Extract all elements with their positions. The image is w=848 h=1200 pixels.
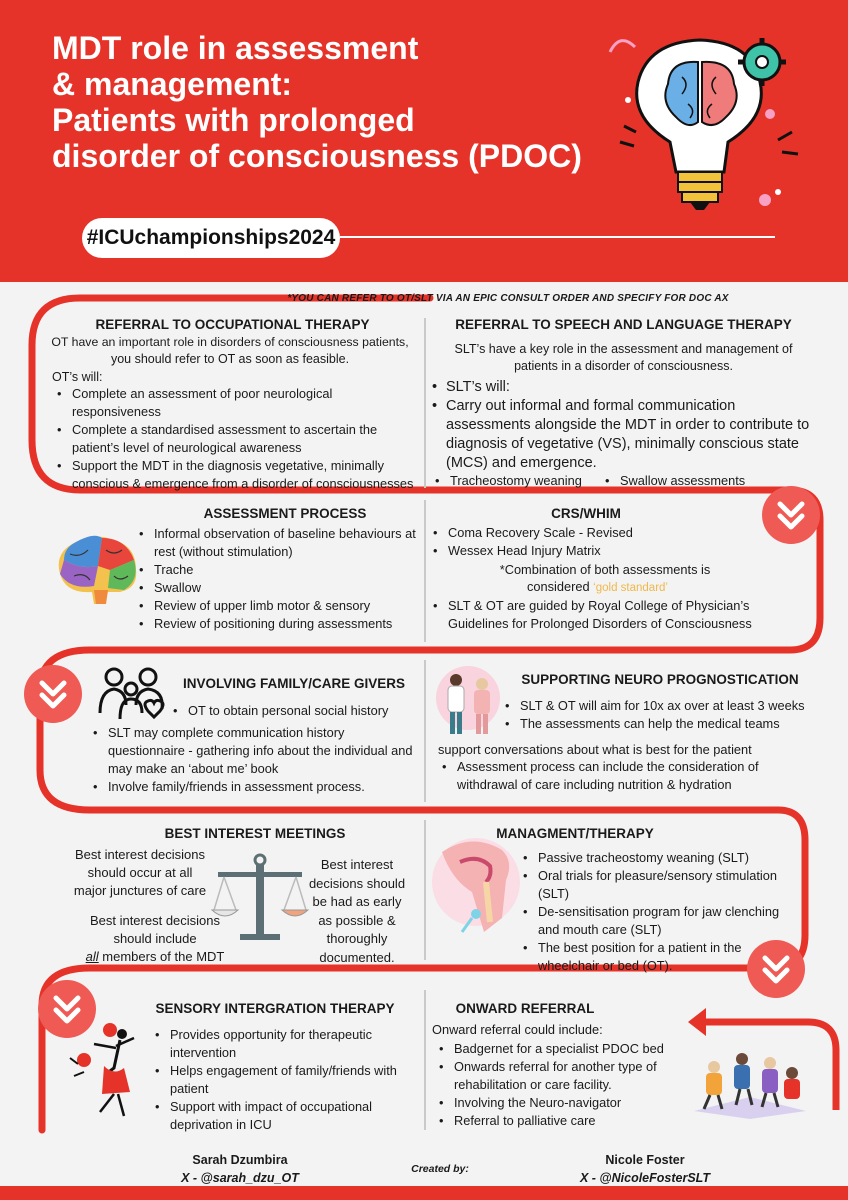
author-left xyxy=(140,1151,340,1187)
crs-considered: considered xyxy=(527,579,590,594)
column-divider xyxy=(424,318,426,488)
title-line: Patients with prolonged xyxy=(52,102,415,138)
list-item: • Review of upper limb motor & sensory xyxy=(134,597,424,615)
list-item: • Onwards referral for another type of rehabilitation or care facility. xyxy=(434,1058,690,1094)
list-item: • The assessments can help the medical teams xyxy=(500,715,830,733)
list-item: • De-sensitisation program for jaw clenching and mouth care (SLT) xyxy=(518,903,780,939)
text-line: should include xyxy=(113,931,197,946)
list-item: • The best position for a patient in the wheelchair or bed (OT). xyxy=(518,939,780,975)
hashtag-badge: #ICUchampionships2024 xyxy=(82,218,340,258)
list-item: • Provides opportunity for therapeutic intervention xyxy=(150,1026,420,1062)
text-line: thoroughly xyxy=(326,931,388,946)
family-icon xyxy=(96,665,168,723)
family-list xyxy=(88,724,418,796)
list-item: • Passive tracheostomy weaning (SLT) xyxy=(518,849,780,867)
text-line: Best interest decisions xyxy=(74,847,206,862)
title-line: disorder of consciousness (PDOC) xyxy=(52,138,582,174)
list-item: • Swallow xyxy=(134,579,424,597)
onward-intro: Onward referral could include: xyxy=(432,1022,603,1037)
family-list xyxy=(168,702,418,720)
slt-referral-intro: patients in a disorder of consciousness. xyxy=(514,359,733,373)
members-text: members of the MDT xyxy=(98,949,225,964)
ot-referral-intro: OT have an important role in disorders of consciousness patients, xyxy=(51,335,409,349)
list-item: • Complete an assessment of poor neurological responsiveness xyxy=(52,385,417,421)
footer-bar xyxy=(0,1186,848,1200)
text-line: major junctures of care xyxy=(73,883,207,898)
list-item: • Trache xyxy=(134,561,424,579)
prognostication-heading: SUPPORTING NEURO PROGNOSTICATION xyxy=(521,672,799,687)
chevron-down-icon xyxy=(24,665,82,723)
list-item: • Swallow assessments xyxy=(600,472,780,490)
page-title xyxy=(52,30,642,174)
family-heading: INVOLVING FAMILY/CARE GIVERS xyxy=(182,676,406,691)
gold-standard: ‘gold standard’ xyxy=(593,582,668,594)
list-item: • Review of positioning during assessments xyxy=(134,615,424,633)
list-item: • Referral to palliative care xyxy=(434,1112,690,1130)
assessment-list xyxy=(134,525,424,633)
brain-icon xyxy=(50,530,142,610)
list-item: • SLT may complete communication history questionnaire - gathering info about the individual and may make an ‘about me’ book xyxy=(88,724,418,778)
ot-referral-list xyxy=(52,385,417,493)
slt-referral-list xyxy=(430,472,610,490)
list-item: • SLT & OT are guided by Royal College of Physician’s Guidelines for Prolonged Disorders of Consciousness xyxy=(428,597,798,633)
best-interest-right xyxy=(302,856,412,967)
lightbulb-brain-icon xyxy=(600,22,820,222)
onward-heading: ONWARD REFERRAL xyxy=(455,1001,595,1016)
slt-referral-list xyxy=(430,378,818,473)
author-name: Sarah Dzumbira xyxy=(192,1153,288,1167)
text-line: be had as early xyxy=(312,894,402,909)
ot-referral-intro: you should refer to OT as soon as feasible. xyxy=(110,352,350,366)
text-line: decisions should xyxy=(308,875,406,891)
list-item: • SLT’s will: xyxy=(430,378,818,397)
author-name: Nicole Foster xyxy=(605,1153,685,1167)
ot-referral-heading: REFERRAL TO OCCUPATIONAL THERAPY xyxy=(95,317,370,332)
list-item: • SLT & OT will aim for 10x ax over at least 3 weeks xyxy=(500,697,830,715)
group-meeting-illustration xyxy=(690,1045,810,1120)
management-heading: MANAGMENT/THERAPY xyxy=(496,826,654,841)
title-line: & management: xyxy=(52,66,293,102)
text-line xyxy=(60,948,250,966)
text-line: documented. xyxy=(319,949,395,965)
text-line: should occur at all xyxy=(87,865,193,880)
chevron-down-icon xyxy=(762,486,820,544)
assessment-heading: ASSESSMENT PROCESS xyxy=(203,506,367,521)
list-item: • Involving the Neuro-navigator xyxy=(434,1094,690,1112)
prognostication-continuation: support conversations about what is best for the patient xyxy=(438,742,752,757)
text-line: Best interest decisions xyxy=(89,913,221,928)
column-divider xyxy=(424,820,426,960)
dancer-illustration xyxy=(64,1020,150,1120)
list-item: • Involve family/friends in assessment process. xyxy=(88,778,418,796)
clinician-patient-illustration xyxy=(428,660,508,740)
title-line: MDT role in assessment xyxy=(52,30,419,66)
list-item: • Carry out informal and formal communication assessments alongside the MDT in order to contribute to diagnosis of vegetative (VS), minimally conscious state (MCS) and emergence. xyxy=(430,397,818,473)
crs-heading: CRS/WHIM xyxy=(551,506,621,521)
sensory-heading: SENSORY INTERGRATION THERAPY xyxy=(155,1001,395,1016)
crs-list xyxy=(428,524,738,560)
crs-combination-note xyxy=(527,578,668,597)
list-item: • Oral trials for pleasure/sensory stimulation (SLT) xyxy=(518,867,780,903)
management-list xyxy=(518,849,780,975)
crs-list xyxy=(428,597,798,633)
text-line: as possible & xyxy=(318,912,396,928)
author-right xyxy=(540,1151,750,1187)
slt-referral-list xyxy=(600,472,780,490)
consult-note: *YOU CAN REFER TO OT/SLT VIA AN EPIC CONSULT ORDER AND SPECIFY FOR DOC AX xyxy=(287,293,729,304)
text-line: Best interest xyxy=(320,857,394,872)
list-item: • Wessex Head Injury Matrix xyxy=(428,542,738,560)
column-divider xyxy=(424,660,426,802)
ot-will-label: OT’s will: xyxy=(52,370,103,384)
scales-icon xyxy=(210,850,310,950)
list-item: • Tracheostomy weaning xyxy=(430,472,610,490)
sensory-list xyxy=(150,1026,420,1134)
best-interest-left-top xyxy=(60,846,220,900)
author-handle: X - @sarah_dzu_OT xyxy=(181,1171,299,1185)
list-item: • Helps engagement of family/friends with patient xyxy=(150,1062,420,1098)
prognostication-list xyxy=(500,697,830,733)
list-item: • Coma Recovery Scale - Revised xyxy=(428,524,738,542)
list-item: • Informal observation of baseline behaviours at rest (without stimulation) xyxy=(134,525,424,561)
best-interest-heading: BEST INTEREST MEETINGS xyxy=(164,826,346,841)
list-item: • Badgernet for a specialist PDOC bed xyxy=(434,1040,690,1058)
list-item: • Support with impact of occupational deprivation in ICU xyxy=(150,1098,420,1134)
slt-referral-intro: SLT’s have a key role in the assessment and management of xyxy=(454,342,793,356)
onward-list xyxy=(434,1040,690,1130)
column-divider xyxy=(424,500,426,642)
list-item: • OT to obtain personal social history xyxy=(168,702,418,720)
column-divider xyxy=(424,990,426,1130)
slt-referral-heading: REFERRAL TO SPEECH AND LANGUAGE THERAPY xyxy=(455,317,792,332)
author-handle: X - @NicoleFosterSLT xyxy=(579,1171,711,1185)
prognostication-list xyxy=(437,758,797,794)
list-item: • Support the MDT in the diagnosis vegetative, minimally conscious & emergence from a disorder of consciousnesses xyxy=(52,457,417,493)
list-item: • Assessment process can include the consideration of withdrawal of care including nutrition & hydration xyxy=(437,758,797,794)
created-by-label: Created by: xyxy=(411,1163,469,1175)
hashtag-divider xyxy=(340,236,775,238)
all-emphasis: all xyxy=(85,949,99,964)
list-item: • Complete a standardised assessment to ascertain the patient’s level of neurological awareness xyxy=(52,421,417,457)
crs-combination-note: *Combination of both assessments is xyxy=(499,562,711,577)
